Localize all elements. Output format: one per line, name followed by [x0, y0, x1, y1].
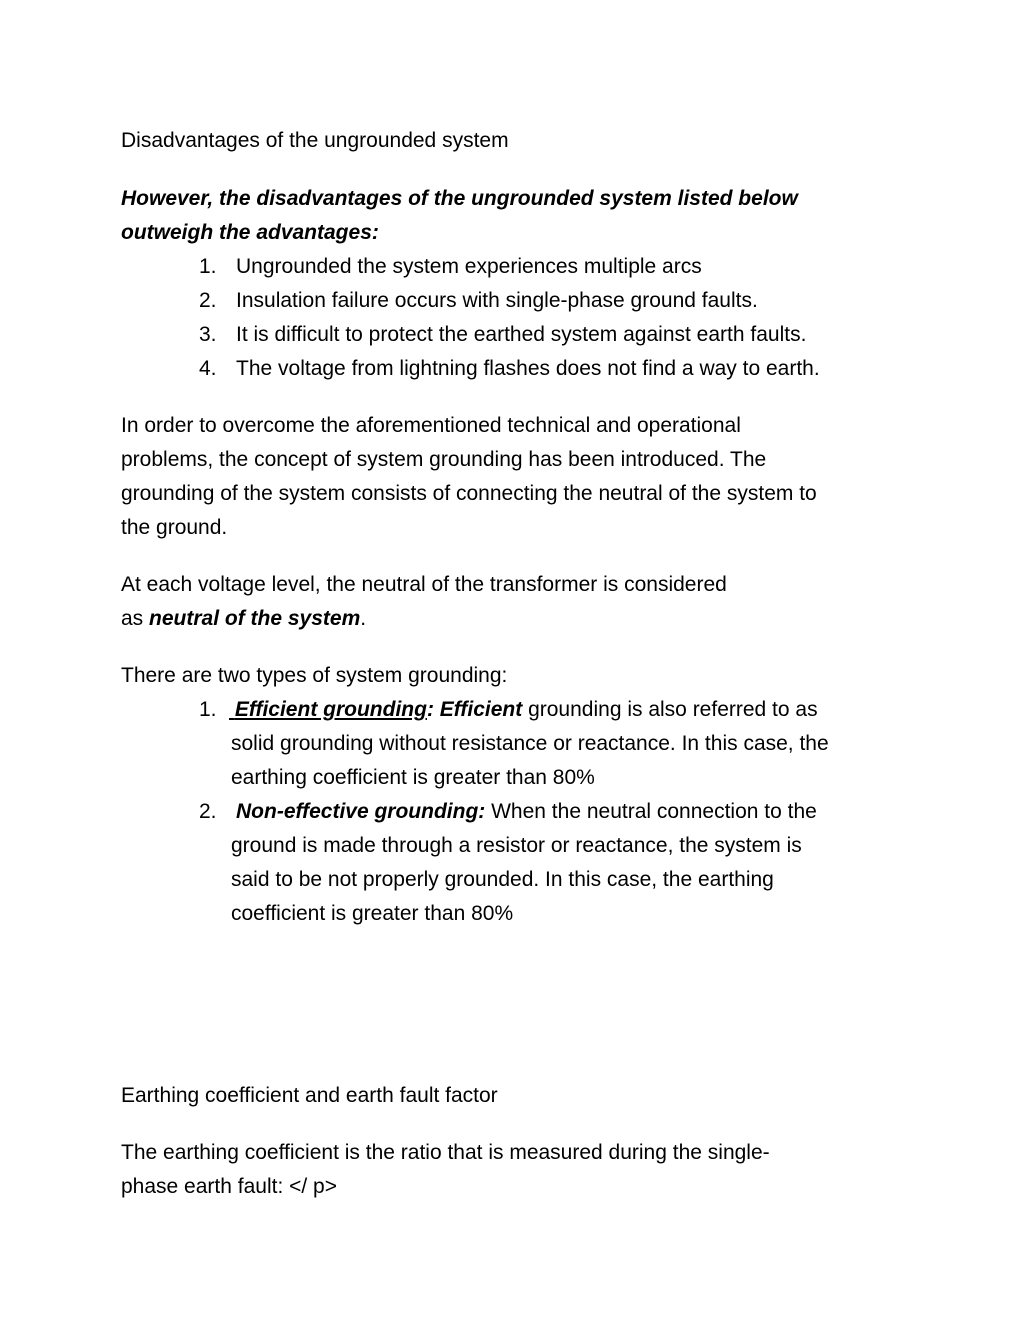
section-heading-disadvantages: Disadvantages of the ungrounded system: [121, 129, 509, 152]
types-intro: There are two types of system grounding:: [121, 664, 508, 687]
item-text-continued: said to be not properly grounded. In this case, the earthing: [231, 868, 774, 891]
item-text-continued: earthing coefficient is greater than 80%: [231, 766, 595, 789]
paragraph-line: At each voltage level, the neutral of the transformer is considered: [121, 573, 727, 596]
list-item: Insulation failure occurs with single-phase ground faults.: [236, 289, 758, 312]
list-item-non-effective-grounding: [236, 799, 817, 825]
paragraph-line: phase earth fault: </ p>: [121, 1175, 337, 1198]
paragraph-line-neutral: [121, 606, 366, 632]
term-non-effective-grounding: Non-effective grounding:: [236, 800, 486, 823]
list-item: The voltage from lightning flashes does not find a way to earth.: [236, 357, 820, 380]
list-number: 3.: [199, 323, 217, 346]
list-number: 2.: [199, 800, 217, 823]
text-suffix: .: [360, 607, 367, 630]
list-number: 1.: [199, 698, 217, 721]
list-item-efficient-grounding: [229, 697, 818, 723]
list-item: It is difficult to protect the earthed system against earth faults.: [236, 323, 807, 346]
item-text: grounding is also referred to as: [522, 698, 818, 721]
list-number: 1.: [199, 255, 217, 278]
item-text-continued: solid grounding without resistance or reactance. In this case, the: [231, 732, 829, 755]
text-prefix: as: [121, 607, 150, 630]
list-number: 2.: [199, 289, 217, 312]
item-text-continued: coefficient is greater than 80%: [231, 902, 514, 925]
term-efficient-grounding: Efficient grounding: [234, 698, 427, 721]
list-item: Ungrounded the system experiences multiple arcs: [236, 255, 702, 278]
emphasis-neutral-of-system: neutral of the system: [149, 607, 361, 630]
item-text-continued: ground is made through a resistor or reactance, the system is: [231, 834, 802, 857]
list-number: 4.: [199, 357, 217, 380]
term-efficient: : Efficient: [426, 698, 523, 721]
paragraph-line: The earthing coefficient is the ratio that is measured during the single-: [121, 1141, 770, 1164]
intro-line-2: outweigh the advantages:: [121, 221, 379, 244]
paragraph-line: In order to overcome the aforementioned technical and operational: [121, 414, 741, 437]
paragraph-line: grounding of the system consists of connecting the neutral of the system to: [121, 482, 817, 505]
section-heading-earthing-coefficient: Earthing coefficient and earth fault factor: [121, 1084, 498, 1107]
intro-line-1: However, the disadvantages of the ungrounded system listed below: [121, 187, 798, 210]
paragraph-line: the ground.: [121, 516, 228, 539]
item-text: When the neutral connection to the: [485, 800, 817, 823]
paragraph-line: problems, the concept of system grounding has been introduced. The: [121, 448, 767, 471]
